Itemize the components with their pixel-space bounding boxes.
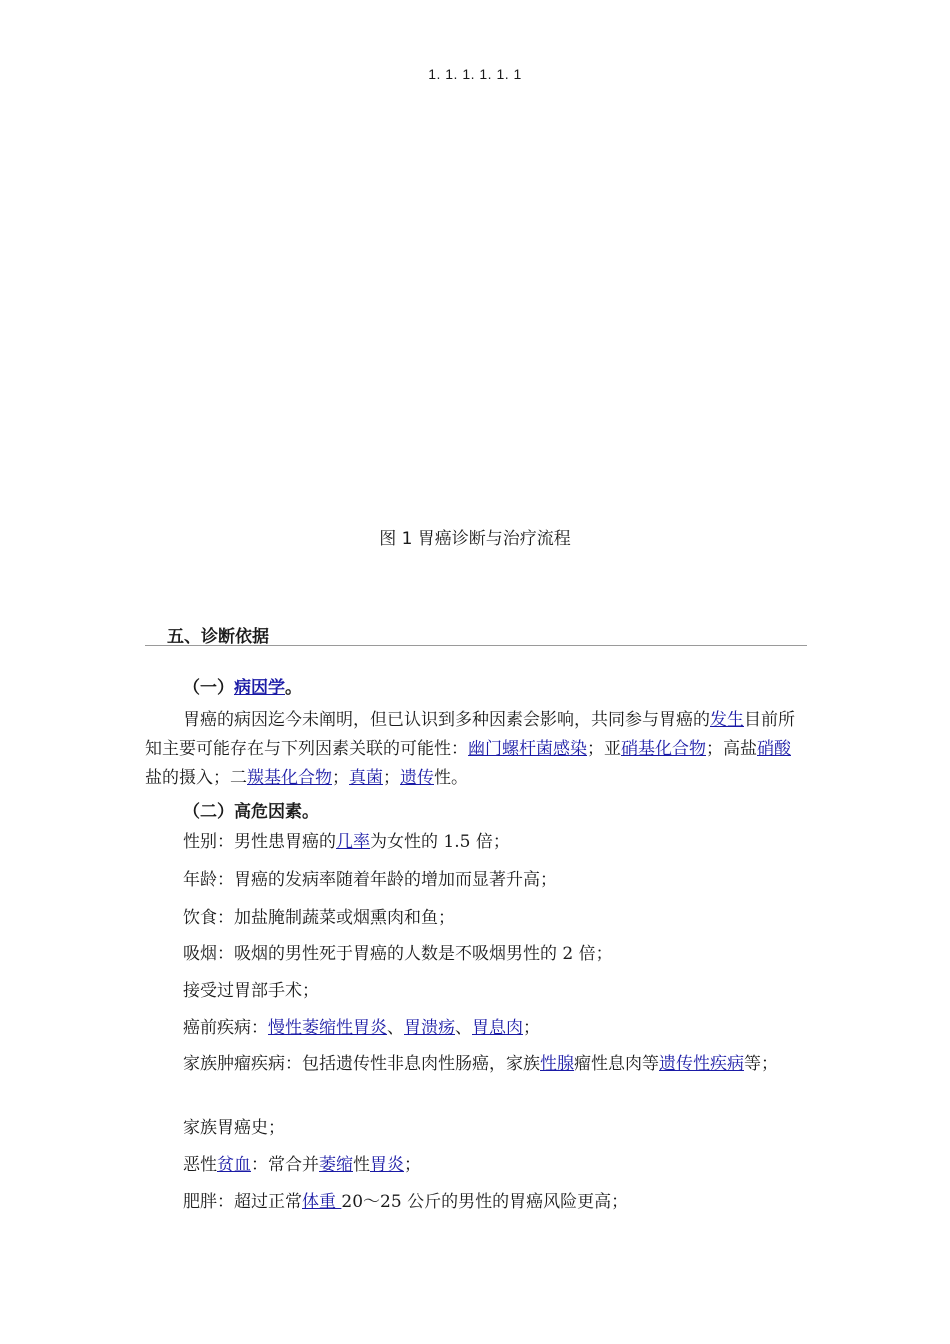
risk-text: 癌前疾病： <box>183 1018 268 1038</box>
subsection-etiology <box>183 673 302 698</box>
risk-anemia <box>183 1151 421 1180</box>
link-chronic-atrophic-gastritis[interactable]: 慢性萎缩性胃炎 <box>268 1018 387 1038</box>
link-gastric-ulcer[interactable]: 胃溃疡 <box>404 1018 455 1038</box>
risk-text: 、 <box>387 1018 404 1038</box>
risk-gender <box>183 828 510 857</box>
risk-diet: 饮食：加盐腌制蔬菜或烟熏肉和鱼； <box>183 908 455 928</box>
risk-text: 、 <box>455 1018 472 1038</box>
risk-family-history: 家族胃癌史； <box>183 1118 285 1138</box>
risk-age: 年龄：胃癌的发病率随着年龄的增加而显著升高； <box>183 870 557 890</box>
link-nitrate[interactable]: 硝酸 <box>757 739 791 759</box>
link-gastric-polyp[interactable]: 胃息肉 <box>472 1018 523 1038</box>
link-occurrence[interactable]: 发生 <box>710 710 744 730</box>
subsection-risk-factors: （二）高危因素。 <box>183 802 319 822</box>
risk-text: 瘤性息肉等 <box>574 1054 659 1074</box>
risk-text: 恶性 <box>183 1155 217 1175</box>
link-atrophy[interactable]: 萎缩 <box>319 1155 353 1175</box>
para-text: ；亚 <box>587 739 621 759</box>
section-title: 五、诊断依据 <box>167 627 269 647</box>
para-text: 目前所知主要可能存在与下列因素关联的可能性： <box>145 710 795 759</box>
risk-obesity <box>183 1188 628 1217</box>
risk-text: 等； <box>744 1054 778 1074</box>
para-text: ； <box>332 768 349 788</box>
risk-surgery: 接受过胃部手术； <box>183 981 319 1001</box>
link-heredity[interactable]: 遗传 <box>400 768 434 788</box>
link-gastritis[interactable]: 胃炎 <box>370 1155 404 1175</box>
subsection-prefix: （一） <box>183 678 234 698</box>
risk-precancer <box>183 1014 540 1043</box>
link-body-weight[interactable]: 体重 <box>302 1192 342 1212</box>
risk-family-tumor <box>145 1050 807 1079</box>
risk-text: 性别：男性患胃癌的 <box>183 832 336 852</box>
link-probability[interactable]: 几率 <box>336 832 370 852</box>
section-divider <box>145 645 807 646</box>
risk-text: 性 <box>353 1155 370 1175</box>
para-text: 性。 <box>434 768 468 788</box>
etiology-paragraph <box>145 706 807 793</box>
heading-numbering: 1. 1. 1. 1. 1. 1 <box>428 66 522 82</box>
link-gland[interactable]: 性腺 <box>540 1054 574 1074</box>
risk-text: ； <box>404 1155 421 1175</box>
risk-smoking: 吸烟：吸烟的男性死于胃癌的人数是不吸烟男性的 2 倍； <box>183 944 613 964</box>
risk-text: 20～25 公斤的男性的胃癌风险更高； <box>341 1192 629 1212</box>
link-nitroso-compounds[interactable]: 硝基化合物 <box>621 739 706 759</box>
link-fungus[interactable]: 真菌 <box>349 768 383 788</box>
risk-text: ：常合并 <box>251 1155 319 1175</box>
link-h-pylori[interactable]: 幽门螺杆菌感染 <box>468 739 587 759</box>
subsection-suffix: 。 <box>285 678 302 698</box>
link-anemia[interactable]: 贫血 <box>217 1155 251 1175</box>
link-hereditary-disease[interactable]: 遗传性疾病 <box>659 1054 744 1074</box>
risk-text: ； <box>523 1018 540 1038</box>
para-text: 盐的摄入；二 <box>145 768 247 788</box>
etiology-link[interactable]: 病因学 <box>234 678 285 698</box>
risk-text: 肥胖：超过正常 <box>183 1192 302 1212</box>
figure-caption: 图 1 胃癌诊断与治疗流程 <box>379 529 571 549</box>
para-text: ； <box>383 768 400 788</box>
para-text: 胃癌的病因迄今未阐明，但已认识到多种因素会影响，共同参与胃癌的 <box>183 710 710 730</box>
risk-text: 家族肿瘤疾病：包括遗传性非息肉性肠癌，家族 <box>183 1054 540 1074</box>
link-dicarbonyl[interactable]: 羰基化合物 <box>247 768 332 788</box>
para-text: ；高盐 <box>706 739 757 759</box>
risk-text: 为女性的 1.5 倍； <box>370 832 510 852</box>
